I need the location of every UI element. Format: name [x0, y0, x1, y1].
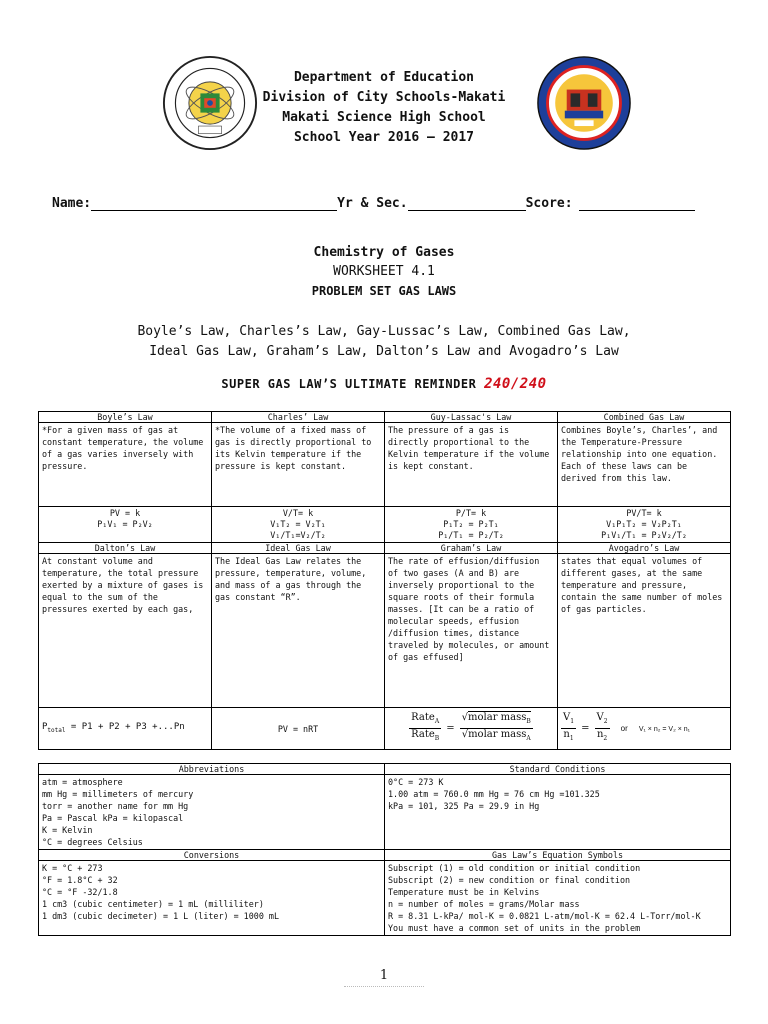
charles-header: Charles’ Law	[212, 412, 385, 423]
header-school-year: School Year 2016 – 2017	[293, 130, 474, 145]
conversions-header: Conversions	[39, 850, 385, 861]
page-number: 1	[379, 968, 389, 983]
dalton-header: Dalton’s Law	[39, 543, 212, 554]
abbreviations-list: atm = atmosphere mm Hg = millimeters of mercury torr = another name for mm Hg Pa = Pascal kPa = kilopascal K = Kelvin °C = degrees Celsius	[39, 775, 385, 850]
graham-description: The rate of effusion/diffusion of two gases (A and B) are inversely proportional to the square roots of their formula masses. [It can be a ratio of molecular speeds, effusion /diffusion times, distance traveled by molecules, or amount of gas effused]	[385, 554, 558, 708]
ideal-header: Ideal Gas Law	[212, 543, 385, 554]
combined-description: Combines Boyle’s, Charles’, and the Temperature-Pressure relationship into one equation. Each of these laws can be derived from this law.	[558, 423, 731, 507]
reminder-score: 240/240	[484, 376, 547, 392]
worksheet-number: WORKSHEET 4.1	[333, 264, 435, 279]
score-field[interactable]	[579, 196, 695, 211]
dalton-description: At constant volume and temperature, the total pressure exerted by a mixture of gases is equal to the sum of the pressures exerted by each gas,	[39, 554, 212, 708]
name-label: Name:	[52, 196, 92, 211]
avogadro-formula: $\frac{V_1}{n_1}$ = $\frac{V_2}{n_2}$ or V₁ × n₂ = V₂ × n₁	[558, 708, 731, 750]
laws-line-1: Boyle’s Law, Charles’s Law, Gay-Lussac’s Law, Combined Gas Law,	[137, 324, 631, 339]
boyle-formula: PV = k P₁V₁ = P₂V₂	[39, 507, 212, 543]
gay-lussac-description: The pressure of a gas is directly proportional to the Kelvin temperature if the volume is kept constant.	[385, 423, 558, 507]
graham-formula: $\frac{Rate_A}{Rate_B}$ = $\frac{√molar mass_B}{√molar mass_A}$	[385, 708, 558, 750]
charles-description: *The volume of a fixed mass of gas is directly proportional to its Kelvin temperature if the pressure is kept constant.	[212, 423, 385, 507]
equation-symbols-list: Subscript (1) = old condition or initial condition Subscript (2) = new condition or final condition Temperature must be in Kelvins n = number of moles = grams/Molar mass R = 8.31 L-kPa/ mol-K = 0.0821 L-atm/mol-K = 62.4 L-Torr/mol-K You must have a common set of units in the problem	[385, 861, 731, 936]
reminder-text: SUPER GAS LAW’S ULTIMATE REMINDER	[221, 377, 485, 391]
score-label: Score:	[525, 196, 573, 211]
standard-conditions-header: Standard Conditions	[385, 764, 731, 775]
header-department: Department of Education	[293, 70, 474, 85]
name-field[interactable]	[91, 196, 337, 211]
gay-lussac-header: Guy-Lassac's Law	[385, 412, 558, 423]
header-school: Makati Science High School	[282, 110, 486, 125]
yr-sec-field[interactable]	[408, 196, 526, 211]
standard-conditions-list: 0°C = 273 K 1.00 atm = 760.0 mm Hg = 76 cm Hg =101.325 kPa = 101, 325 Pa = 29.9 in Hg	[385, 775, 731, 850]
boyle-description: *For a given mass of gas at constant temperature, the volume of a gas varies inversely with pressure.	[39, 423, 212, 507]
header-division: Division of City Schools-Makati	[262, 90, 506, 105]
gay-lussac-formula: P/T= k P₁T₂ = P₂T₁ P₁/T₁ = P₂/T₂	[385, 507, 558, 543]
dalton-formula: $P_{total} = P1 + P2 + P3 +...Pn$	[39, 708, 212, 750]
laws-line-2: Ideal Gas Law, Graham’s Law, Dalton’s Law and Avogadro’s Law	[149, 344, 619, 359]
yr-sec-label: Yr & Sec.	[337, 196, 408, 211]
graham-header: Graham’s Law	[385, 543, 558, 554]
boyle-header: Boyle’s Law	[39, 412, 212, 423]
conversions-list: K = °C + 273 °F = 1.8°C + 32 °C = °F -32/1.8 1 cm3 (cubic centimeter) = 1 mL (milliliter) 1 dm3 (cubic decimeter) = 1 L (liter) = 1000 mL	[39, 861, 385, 936]
subject-title: Chemistry of Gases	[313, 245, 455, 260]
problem-set-title: PROBLEM SET GAS LAWS	[311, 284, 457, 298]
letterhead	[0, 68, 768, 148]
ideal-description: The Ideal Gas Law relates the pressure, temperature, volume, and mass of a gas through the gas constant “R”.	[212, 554, 385, 708]
ideal-formula: PV = nRT	[212, 708, 385, 750]
avogadro-header: Avogadro’s Law	[558, 543, 731, 554]
laws-list	[0, 322, 768, 362]
reference-table	[38, 763, 731, 936]
combined-formula: PV/T= k V₁P₁T₂ = V₂P₂T₁ P₁V₁/T₁ = P₂V₂/T₂	[558, 507, 731, 543]
reminder-heading	[0, 376, 768, 392]
avogadro-description: states that equal volumes of different gases, at the same temperature and pressure, contain the same number of moles of gas particles.	[558, 554, 731, 708]
student-info-line	[52, 196, 722, 211]
charles-formula: V/T= k V₁T₂ = V₂T₁ V₁/T₁=V₂/T₂	[212, 507, 385, 543]
gas-laws-table	[38, 411, 731, 750]
equation-symbols-header: Gas Law’s Equation Symbols	[385, 850, 731, 861]
page-footer-line	[344, 986, 424, 987]
abbreviations-header: Abbreviations	[39, 764, 385, 775]
combined-header: Combined Gas Law	[558, 412, 731, 423]
